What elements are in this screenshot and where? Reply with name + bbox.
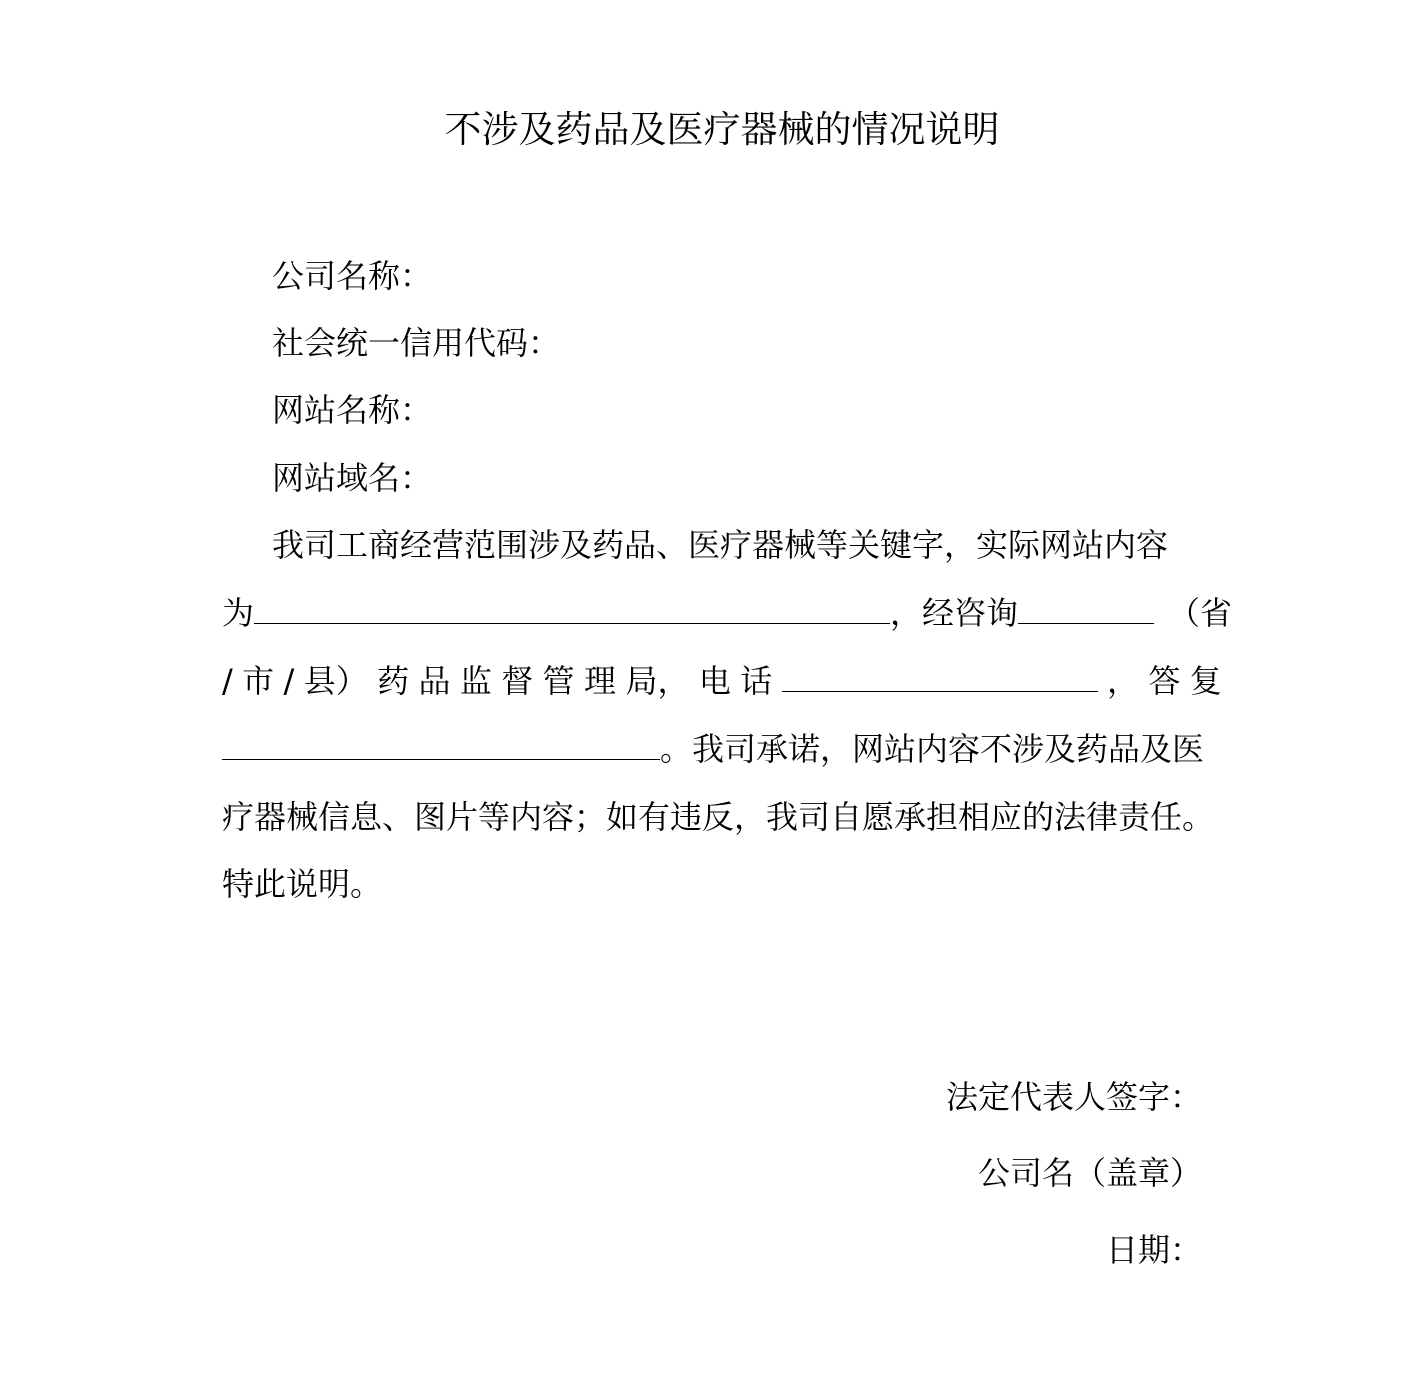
body-line-6: 特此说明。 [222, 865, 383, 903]
body-text: 理 [584, 662, 617, 700]
site-name-label: 网站名称： [272, 391, 433, 429]
site-domain-label: 网站域名： [272, 459, 433, 497]
consulted-region-blank[interactable] [1018, 593, 1154, 624]
body-text: 复 [1189, 662, 1222, 700]
body-text: / [222, 662, 233, 700]
body-text: ，经咨询 [890, 594, 1019, 632]
body-text: 话 [740, 662, 773, 700]
body-line-4 [222, 727, 1222, 771]
legal-rep-signature-label: 法定代表人签字： [945, 1078, 1202, 1116]
body-line-5: 疗器械信息、图片等内容；如有违反，我司自愿承担相应的法律责任。 [222, 798, 1215, 836]
body-text: 县） [303, 662, 368, 700]
phone-blank[interactable] [782, 661, 1098, 692]
company-seal-label: 公司名（盖章） [977, 1154, 1202, 1192]
body-text: 管 [542, 662, 575, 700]
body-text: 局， [625, 662, 690, 700]
body-text: （省 [1168, 594, 1233, 632]
body-text: 为 [222, 594, 255, 632]
body-line-1: 我司工商经营范围涉及药品、医疗器械等关键字，实际网站内容 [272, 526, 1169, 564]
body-text: 监 [459, 662, 492, 700]
body-text: 督 [501, 662, 534, 700]
body-text: 。我司承诺，网站内容不涉及药品及医 [660, 730, 1205, 768]
body-line-3 [222, 659, 1222, 703]
body-line-2 [222, 591, 1233, 635]
body-text: / [283, 662, 295, 700]
body-text: 答 [1148, 662, 1181, 700]
company-name-label: 公司名称： [272, 257, 433, 295]
credit-code-label: 社会统一信用代码： [272, 324, 561, 362]
reply-blank[interactable] [222, 729, 660, 760]
body-text: 药 [377, 662, 410, 700]
date-label: 日期： [1105, 1231, 1202, 1269]
body-text: 品 [418, 662, 451, 700]
body-text: 市 [242, 662, 275, 700]
website-content-blank[interactable] [254, 593, 890, 624]
body-text: 电 [698, 662, 731, 700]
document-title: 不涉及药品及医疗器械的情况说明 [444, 108, 1000, 151]
body-text: ， [1106, 662, 1139, 700]
